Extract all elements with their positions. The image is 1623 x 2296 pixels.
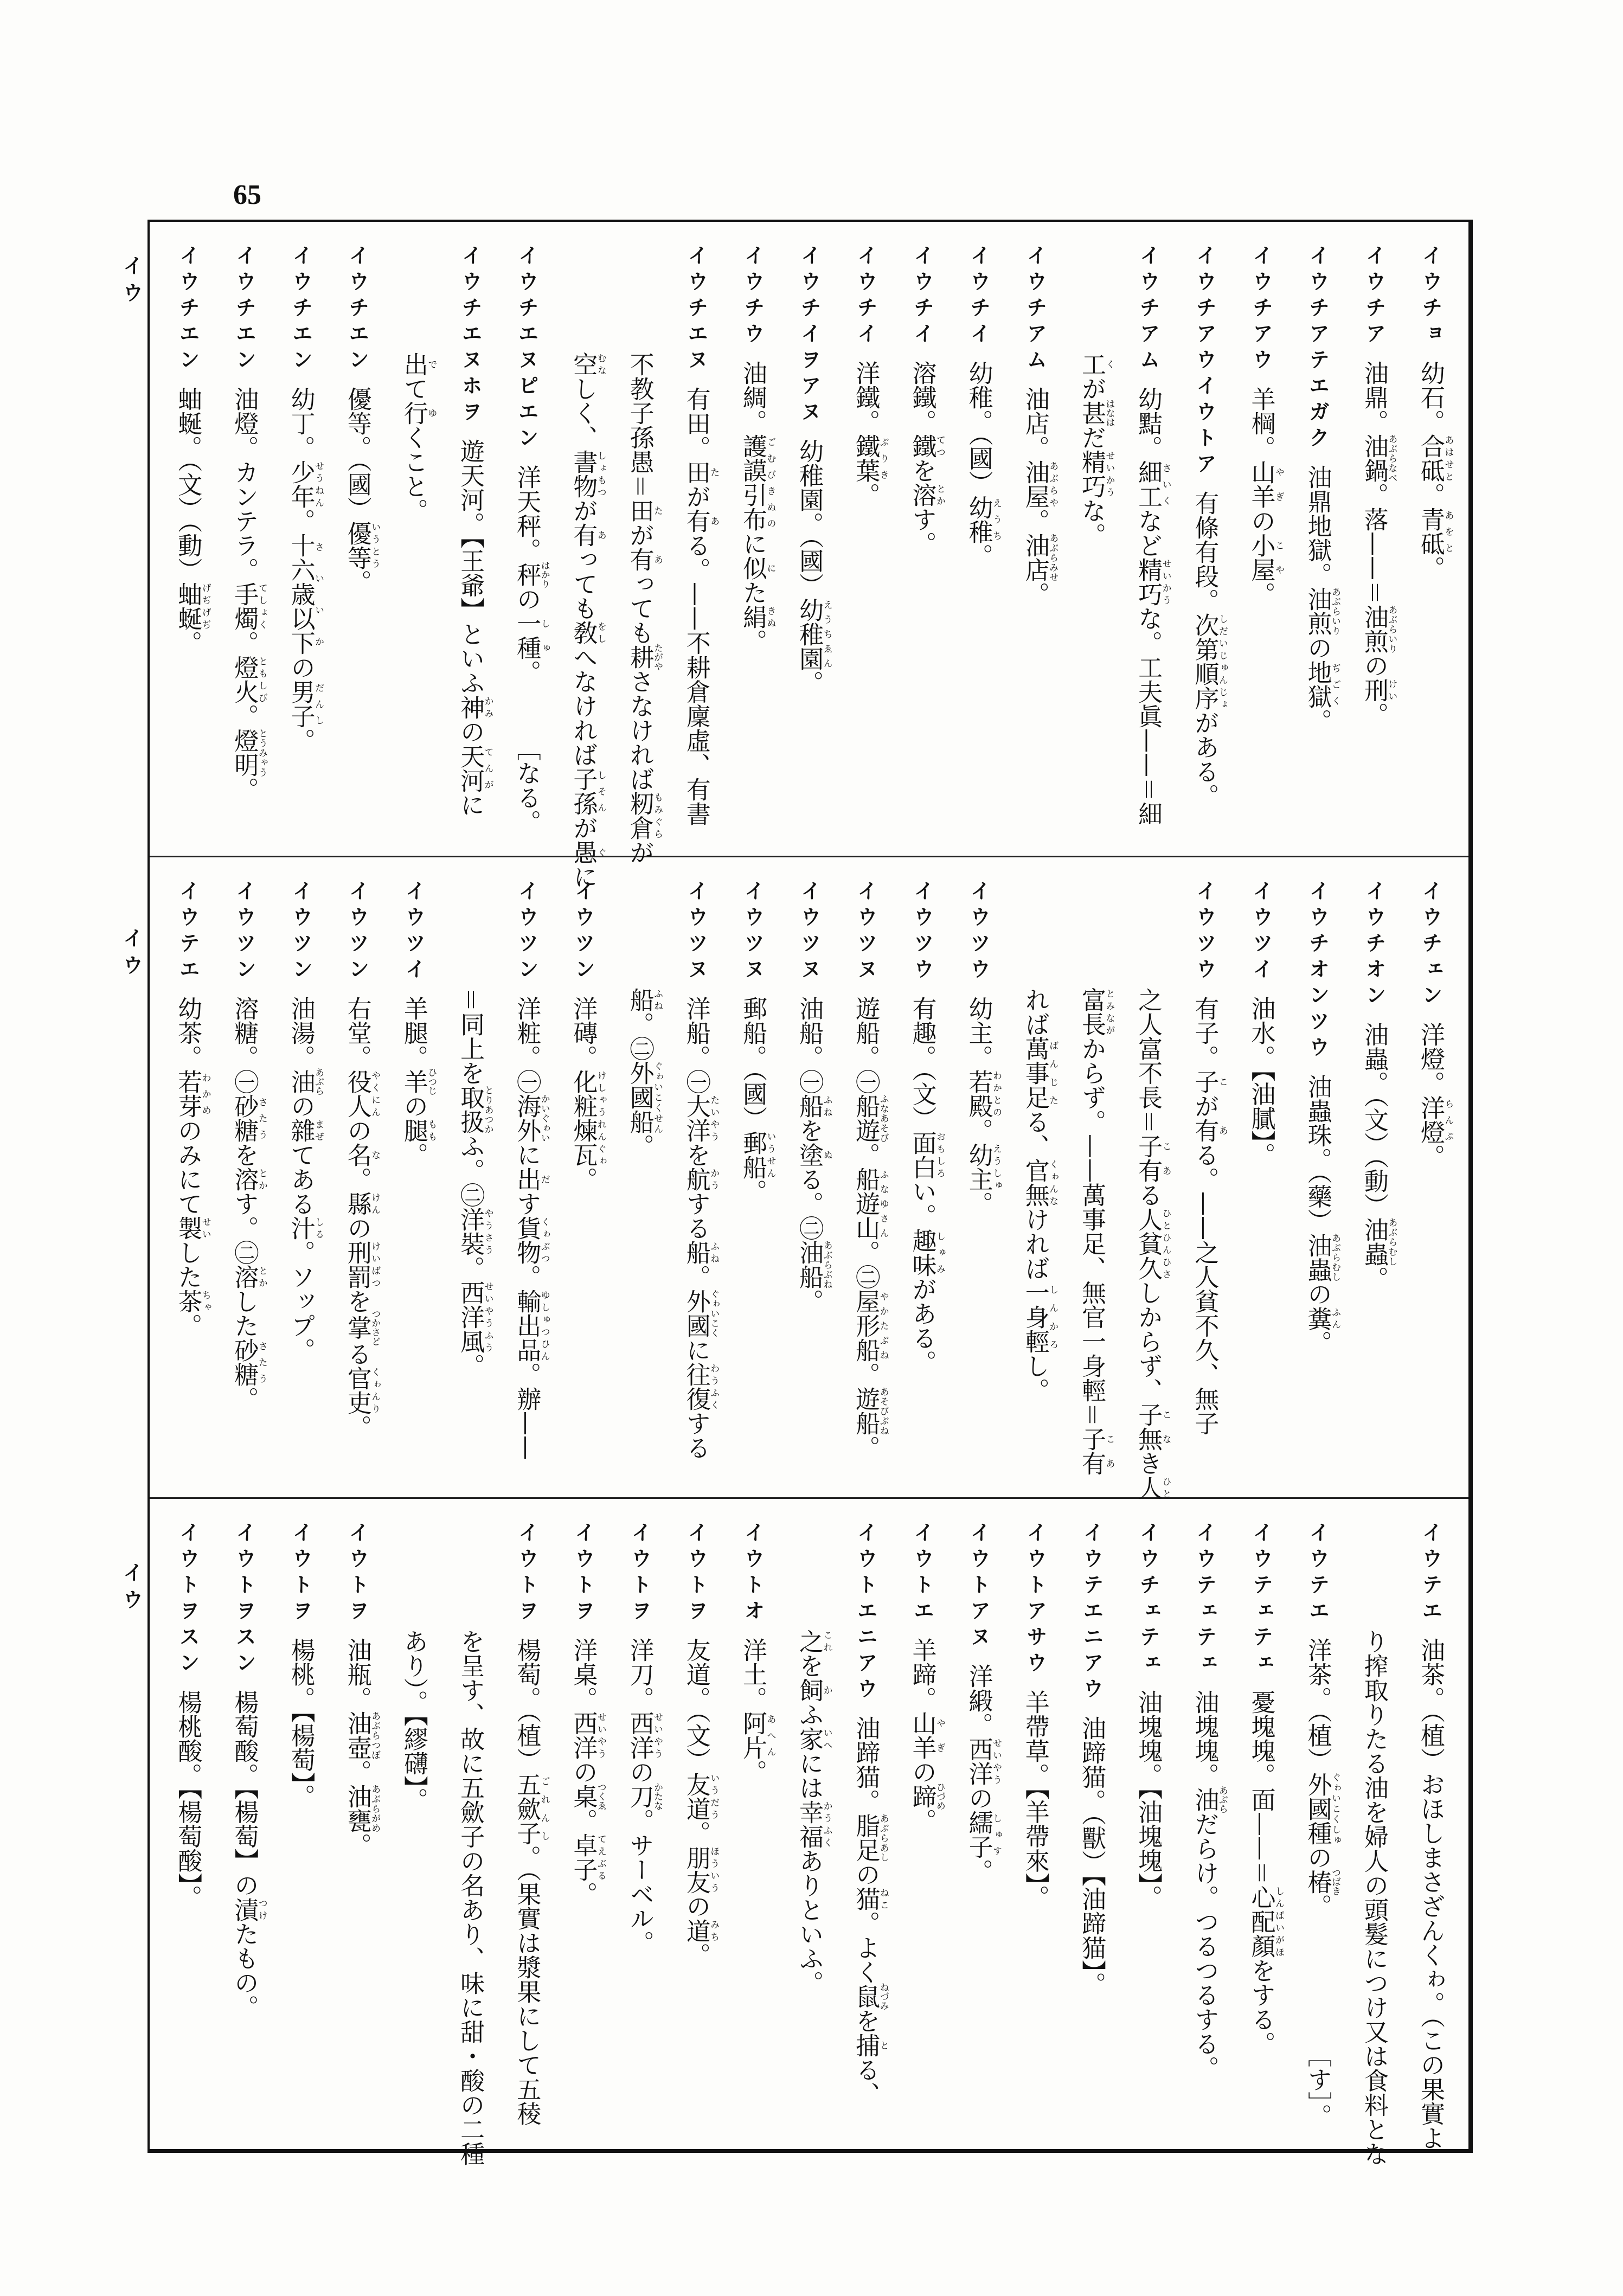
- entry-definition: 溶鐵。鐵てつを溶とかす。: [908, 361, 945, 556]
- entry-definition: 洋緞。西洋せいやうの繻子しゅす。: [964, 1664, 1002, 1883]
- entry-headword: イウチアム: [1136, 245, 1160, 375]
- entry-definition: 油蟲。（文）（動）油蟲あぶらむし。: [1359, 1022, 1397, 1291]
- entry-headword: イウツン: [288, 880, 313, 984]
- dictionary-entry: [724, 1499, 781, 2150]
- dictionary-entry: [272, 222, 329, 856]
- dictionary-entry: [1176, 857, 1233, 1497]
- entry-definition: 有田。田たが有ある。——不耕倉廩虛、有書: [682, 387, 720, 826]
- dictionary-entry: [668, 1499, 724, 2150]
- dictionary-entry: [668, 222, 724, 856]
- entry-headword: イウチアウ: [1249, 245, 1273, 375]
- entry-definition: 幼稚。（國）幼稚えうち。: [964, 361, 1002, 568]
- entry-headword: イウツン: [515, 880, 539, 984]
- entry-definition: 洋鐵。鐵葉ぶりき。: [851, 361, 889, 507]
- entry-definition: 有子。子こが有ある。——之人貧不久、無子: [1190, 996, 1228, 1435]
- entry-definition: 洋天秤。秤はかりの一種しゅ。: [512, 465, 550, 684]
- dictionary-entry: [159, 222, 216, 856]
- dictionary-entry: [724, 222, 781, 856]
- entry-definition: 洋桌。西洋せいやうの桌つくゑ。卓子てえぶる。: [569, 1638, 606, 1906]
- entry-continuation: [611, 222, 668, 865]
- entry-definition: 油瓶。油壺あぶらつぼ。油甕あぶらがめ。: [343, 1638, 381, 1857]
- dictionary-entry: [1346, 222, 1402, 856]
- entry-definition: 羊帶草。【羊帶來】。: [1021, 1690, 1050, 1909]
- entry-continuation: [442, 857, 498, 1497]
- entry-definition: 楊萄酸。【楊萄】の漬つけたもの。: [230, 1690, 267, 2019]
- entry-definition: を呈す、故に五歛子の名あり、味に甜・酸の二種: [456, 1629, 485, 2166]
- dictionary-entry: [329, 857, 386, 1497]
- entry-definition: 幼稚園。（國）幼稚園えうちゑん。: [795, 439, 832, 695]
- entry-definition: 憂塊塊。面——＝心配顏しんぱいがほをする。: [1247, 1690, 1284, 2056]
- section-label: イウ: [119, 255, 143, 309]
- entry-definition: 油船。㊀船ふねを塗ぬる。㊁油船あぶらぶね。: [795, 996, 832, 1313]
- entry-headword: イウチイヲアヌ: [797, 245, 822, 427]
- dictionary-entry: [1176, 1499, 1233, 2150]
- dictionary-entry: [950, 222, 1006, 856]
- section-label: イウ: [119, 927, 143, 982]
- entry-definition: 楊桃酸。【楊萄酸】。: [174, 1690, 203, 1909]
- dictionary-entry: [894, 857, 950, 1497]
- entry-definition: り搾取りたる油を婦人の頭髮につけ又は食料とな: [1359, 1629, 1389, 2166]
- entry-definition: 洋粧。㊀海外かいぐゎいに出だす貨物くゎぶつ。輸出品ゆしゅつひん。辦——: [512, 996, 550, 1460]
- dictionary-entry: [555, 1499, 611, 2150]
- dictionary-entry: [216, 857, 272, 1497]
- dictionary-entry: [1120, 1499, 1176, 2150]
- entry-definition: 油水。【油膩】。: [1247, 996, 1276, 1167]
- dictionary-entry: [1120, 222, 1176, 856]
- entry-definition: 遊船。㊀船遊ふなあそび。船遊山ふなゆさん。㊁屋形船やかたぶね。遊船あそびぶね。: [851, 996, 889, 1460]
- entry-headword: イウツン: [232, 880, 256, 984]
- entry-definition: 油塊塊。油あぶらだらけ。つるつるする。: [1190, 1690, 1228, 2080]
- entry-headword: イウチウ: [740, 245, 765, 349]
- entry-definition: 羊蹄。山羊やぎの蹄ひづめ。: [908, 1638, 945, 1833]
- entry-headword: イウツウ: [910, 880, 934, 984]
- entry-continuation: [1063, 857, 1120, 1497]
- dictionary-entry: [1007, 222, 1063, 856]
- dictionary-entry: [1289, 857, 1345, 1497]
- dictionary-entry: [1007, 1499, 1063, 2150]
- entry-headword: イウトアヌ: [966, 1522, 991, 1652]
- dictionary-entry: [724, 857, 781, 1497]
- entry-definition: 幼黠。細工さいくなど精巧せいかうな。工夫眞——＝細: [1134, 387, 1171, 826]
- entry-headword: イウツン: [571, 880, 595, 984]
- dictionary-entry: [498, 1499, 555, 2150]
- entry-headword: イウツウ: [966, 880, 991, 984]
- dictionary-band: [150, 1499, 1468, 2166]
- entry-continuation: [781, 1499, 837, 2150]
- dictionary-frame: [147, 220, 1473, 2166]
- dictionary-entry: [386, 857, 442, 1497]
- entry-definition: 之これを飼かふ家いへには幸福かうふくありといふ。: [795, 1629, 832, 1995]
- entry-headword: イウテェテェ: [1249, 1522, 1273, 1678]
- entry-headword: イウトヲ: [571, 1522, 595, 1626]
- entry-definition: 友道。（文）友道いうだう。朋友ほういうの道みち。: [682, 1638, 720, 1967]
- entry-definition: 工くが甚はなはだ精巧せいかうな。: [1077, 352, 1115, 547]
- entry-continuation: [611, 857, 668, 1497]
- entry-headword: イウツヌ: [740, 880, 765, 984]
- dictionary-entry: [668, 857, 724, 1497]
- dictionary-entry: [159, 857, 216, 1497]
- dictionary-entry: [781, 857, 837, 1497]
- entry-headword: イウツヌ: [854, 880, 878, 984]
- entry-headword: イウトオ: [740, 1522, 765, 1626]
- entry-definition: 洋燈。洋燈らんぷ。: [1416, 1022, 1454, 1169]
- entry-definition: 幼主。若殿わかとの。幼主えうしゅ。: [964, 996, 1002, 1216]
- entry-headword: イウテエ: [1305, 1522, 1330, 1626]
- dictionary-entry: [1063, 1499, 1120, 2150]
- entry-headword: イウチイ: [910, 245, 934, 349]
- entry-headword: イウチアム: [1023, 245, 1047, 375]
- dictionary-entry: [894, 222, 950, 856]
- entry-definition: 油綢。護謨引布ごむびきぬのに似にた絹きぬ。: [738, 361, 776, 653]
- entry-headword: イウチエン: [232, 245, 256, 375]
- entry-headword: イウテエニアウ: [1079, 1522, 1104, 1704]
- entry-definition: 幼丁。少年せうねん。十六歳以下さいいかの男子だんし。: [286, 387, 324, 753]
- entry-headword: イウトヲスン: [176, 1522, 200, 1678]
- entry-definition: 油湯。油あぶらの雜まぜてある汁しる。ソップ。: [286, 996, 324, 1362]
- entry-definition: 洋刀。西洋せいやうの刀かたな。サーベル。: [625, 1638, 663, 1955]
- entry-headword: イウツヌ: [684, 880, 708, 984]
- entry-headword: イウチェテェ: [1136, 1522, 1160, 1678]
- entry-headword: イウチイ: [854, 245, 878, 349]
- dictionary-entry: [1402, 222, 1459, 856]
- entry-headword: イウトヲスン: [232, 1522, 256, 1678]
- entry-headword: イウツイ: [401, 880, 426, 984]
- dictionary-entry: [837, 1499, 894, 2150]
- entry-headword: イウトヲ: [515, 1522, 539, 1626]
- entry-definition: 羊棡。山羊やぎの小屋こや。: [1247, 387, 1284, 606]
- entry-definition: 楊萄。（植）五歛子ごれんし。（果實は漿果にして五稜: [512, 1638, 550, 2126]
- entry-definition: 不教子孫愚＝田たが有あっても耕たがやさなければ籾倉もみぐらが: [625, 352, 663, 865]
- dictionary-entry: [781, 222, 837, 856]
- entry-definition: 油茶。（植）おほしまさざんくゎ。（この果實よ: [1416, 1638, 1445, 2150]
- dictionary-entry: [1346, 857, 1402, 1497]
- entry-definition: あり）。【繆礴】。: [399, 1629, 428, 1812]
- entry-headword: イウチェン: [1419, 880, 1442, 1010]
- entry-definition: 洋土。阿片あへん。: [738, 1638, 776, 1784]
- entry-definition: 優等。（國）優等いうとう。: [343, 387, 381, 594]
- dictionary-band: [150, 857, 1468, 1499]
- dictionary-entry: [329, 222, 386, 856]
- entry-definition: れば萬事足ばんじたる、官無くゎんなければ一身輕しんかろし。: [1021, 987, 1059, 1402]
- entry-headword: イウチエヌホヲ: [458, 245, 483, 427]
- entry-headword: イウチアウイウトア: [1192, 245, 1217, 479]
- entry-definition: ＝同上を取扱とりあつかふ。㊁洋裝やうさう。西洋風せいやうふう。: [456, 987, 493, 1378]
- entry-headword: イウツイ: [1249, 880, 1273, 984]
- entry-definition: 幼石。合砥あはせと。青砥あをと。: [1416, 361, 1454, 580]
- entry-definition: 溶糖。㊀砂糖さたうを溶とかす。㊁溶とかした砂糖さたう。: [230, 996, 267, 1411]
- dictionary-band: [150, 222, 1468, 889]
- page-number: 65: [233, 179, 261, 210]
- entry-headword: イウツヌ: [797, 880, 822, 984]
- entry-definition: 之人富不長＝子こ有ある人貧ひとひん久ひさしからず、子無こなき人ひと: [1134, 987, 1171, 1500]
- entry-definition: 油蹄猫。脂足あぶらあしの猫ねこ。よく鼠ねづみを捕とる、: [851, 1716, 889, 2106]
- entry-headword: イウトヲ: [345, 1522, 369, 1626]
- entry-definition: 蚰蜒。（文）（動）蚰蜒げぢげぢ。: [174, 387, 211, 655]
- entry-headword: イウチエン: [345, 245, 369, 375]
- entry-definition: 有趣。（文）面白おもしろい。趣味しゅみがある。: [908, 996, 945, 1375]
- dictionary-entry: [1233, 1499, 1289, 2150]
- entry-continuation: [1346, 1499, 1402, 2166]
- dictionary-entry: [611, 1499, 668, 2150]
- entry-continuation: [1007, 857, 1063, 1497]
- dictionary-entry: [1233, 857, 1289, 1497]
- entry-headword: イウテエ: [1419, 1522, 1442, 1626]
- dictionary-entry: [1402, 857, 1459, 1497]
- dictionary-entry: [1289, 1499, 1345, 2150]
- entry-headword: イウトエ: [910, 1522, 934, 1626]
- dictionary-entry: [329, 1499, 386, 2150]
- entry-continuation: [442, 1499, 498, 2166]
- section-label: イウ: [119, 1562, 143, 1616]
- entry-headword: イウチアテエガク: [1305, 245, 1330, 453]
- entry-headword: イウチエヌ: [684, 245, 708, 375]
- entry-headword: イウテエ: [176, 880, 200, 984]
- entry-headword: イウチオンツウ: [1305, 880, 1330, 1062]
- dictionary-entry: [950, 857, 1006, 1497]
- entry-headword: イウチエン: [176, 245, 200, 375]
- dictionary-entry: [1176, 222, 1233, 856]
- entry-definition: 幼茶。若芽わかめのみにて製せいした茶ちゃ。: [174, 996, 211, 1338]
- dictionary-entry: [1402, 1499, 1459, 2150]
- entry-definition: 油鼎地獄。油煎あぶらいりの地獄ぢごく。: [1303, 465, 1341, 733]
- entry-definition: 有條有段。次第順序しだいじゅんじょがある。: [1190, 491, 1228, 808]
- entry-definition: 郵船。（國）郵船いうせん。: [738, 996, 776, 1204]
- entry-headword: イウチオン: [1362, 880, 1386, 1010]
- dictionary-entry: [272, 1499, 329, 2150]
- entry-headword: イウトヲ: [627, 1522, 652, 1626]
- entry-definition: 富長とみながからず。——萬事足、無官一身輕＝子こ有あ: [1077, 987, 1115, 1476]
- dictionary-entry: [442, 222, 498, 856]
- entry-definition: 油塊塊。【油塊塊】。: [1134, 1690, 1163, 1909]
- dictionary-entry: [1233, 222, 1289, 856]
- entry-definition: 油店。油屋あぶらや。油店あぶらみせ。: [1021, 387, 1059, 606]
- entry-headword: イウチエン: [288, 245, 313, 375]
- dictionary-entry: [837, 857, 894, 1497]
- entry-tail: ［なる。: [512, 736, 542, 834]
- entry-continuation: [386, 1499, 442, 2150]
- dictionary-entry: [837, 222, 894, 856]
- dictionary-entry: [498, 222, 555, 856]
- entry-headword: イウトヲ: [684, 1522, 708, 1626]
- entry-definition: 出でて行ゆくこと。: [399, 352, 437, 523]
- entry-continuation: [386, 222, 442, 856]
- dictionary-entry: [1289, 222, 1345, 856]
- entry-headword: イウトヲ: [288, 1522, 313, 1626]
- entry-definition: 洋茶。（植）外國種ぐゎいこくしゅの椿つばき。: [1303, 1638, 1341, 1919]
- entry-definition: 羊腿。羊ひつじの腿もも。: [399, 996, 437, 1167]
- dictionary-entry: [498, 857, 555, 1497]
- entry-definition: 右堂。役人やくにんの名な。縣けんの刑罰けいばつを掌つかさどる官吏くゎんり。: [343, 996, 381, 1439]
- dictionary-entry: [159, 1499, 216, 2150]
- entry-definition: 油鼎。油鍋あぶらなべ。落——＝油煎あぶらいりの刑けい。: [1359, 361, 1397, 727]
- entry-headword: イウチエヌピエン: [515, 245, 539, 453]
- entry-headword: イウチョ: [1419, 245, 1442, 349]
- entry-continuation: [555, 222, 611, 889]
- entry-headword: イウチイ: [966, 245, 991, 349]
- entry-headword: イウツウ: [1192, 880, 1217, 984]
- entry-definition: 船ふね。㊁外國船ぐゎいこくせん。: [625, 987, 663, 1158]
- entry-headword: イウテェテェ: [1192, 1522, 1217, 1678]
- dictionary-entry: [950, 1499, 1006, 2150]
- entry-headword: イウトアサウ: [1023, 1522, 1047, 1678]
- entry-continuation: [1063, 222, 1120, 856]
- dictionary-entry: [272, 857, 329, 1497]
- entry-definition: 油蹄猫。（獸）【油蹄猫】。: [1077, 1716, 1106, 1997]
- entry-definition: 洋船。㊀大洋たいやうを航かうする船ふね。外國ぐゎいこくに往復わうふくする: [682, 996, 720, 1460]
- entry-definition: 油燈。カンテラ。手燭てしょく。燈火ともしび。燈明とうみゃう。: [230, 387, 267, 801]
- dictionary-entry: [894, 1499, 950, 2150]
- entry-definition: 遊天河。【王爺】といふ神かみの天河てんがに: [456, 439, 493, 817]
- entry-headword: イウツン: [345, 880, 369, 984]
- entry-definition: 楊桃。【楊萄】。: [286, 1638, 316, 1808]
- entry-headword: イウチア: [1362, 245, 1386, 349]
- entry-definition: 空むなしく、書物しょもつが有あっても敎をしへなければ子孫しそんが愚ぐに: [569, 352, 606, 889]
- entry-continuation: [1120, 857, 1176, 1500]
- dictionary-entry: [555, 857, 611, 1497]
- entry-definition: 油蟲珠。（藥）油蟲あぶらむしの糞ふん。: [1303, 1074, 1341, 1355]
- entry-tail: ［す］。: [1303, 2042, 1332, 2128]
- entry-headword: イウトエニアウ: [854, 1522, 878, 1704]
- dictionary-entry: [216, 222, 272, 856]
- entry-definition: 洋磚。化粧煉瓦けしゃうれんぐゎ。: [569, 996, 606, 1191]
- dictionary-entry: [216, 1499, 272, 2150]
